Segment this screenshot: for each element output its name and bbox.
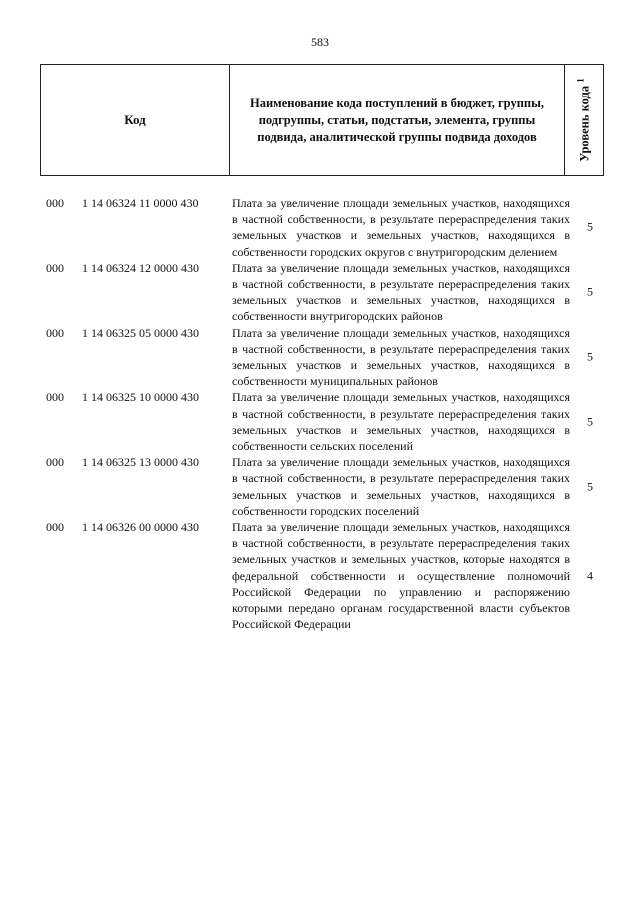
page-number: 583 — [311, 35, 329, 49]
table-row — [0, 519, 640, 632]
row-prefix: 000 — [46, 325, 64, 340]
column-header-level — [565, 65, 603, 175]
row-level: 4 — [587, 568, 593, 583]
row-description: Плата за увеличение площади земельных участков, находящихся в частной собственности, в результате перераспределения таких земельных участков и земельных участков, находящихся в собственности муниципальных районов — [232, 325, 570, 389]
table-row — [0, 195, 640, 260]
column-header-name: Наименование кода поступлений в бюджет, группы, подгруппы, статьи, подстатьи, элемента, группы подвида, аналитической группы подвида доходов — [230, 65, 565, 175]
row-code: 1 14 06325 10 0000 430 — [82, 390, 199, 405]
row-level: 5 — [587, 414, 593, 429]
column-header-code: Код — [41, 65, 230, 175]
row-code: 1 14 06325 05 0000 430 — [82, 325, 199, 340]
row-description: Плата за увеличение площади земельных участков, находящихся в частной собственности, в результате перераспределения таких земельных участков и земельных участков, находящихся в собственности внутригородских районов — [232, 260, 570, 324]
table-row — [0, 454, 640, 519]
row-description: Плата за увеличение площади земельных участков, находящихся в частной собственности, в результате перераспределения таких земельных участков и земельных участков, находящихся в собственности городских поселений — [232, 455, 570, 518]
level-header-label: Уровень кода — [577, 85, 592, 162]
row-description: Плата за увеличение площади земельных участков, находящихся в частной собственности, в результате перераспределения таких земельных участков и земельных участков, находящихся в собственности городских округов с внутригородским делением — [232, 196, 570, 259]
level-footnote-marker: 1 — [575, 78, 586, 83]
table-row — [0, 260, 640, 325]
row-level: 5 — [587, 284, 593, 299]
row-code: 1 14 06326 00 0000 430 — [82, 520, 199, 535]
row-code: 1 14 06325 13 0000 430 — [82, 455, 199, 470]
row-prefix: 000 — [46, 520, 64, 535]
row-level: 5 — [587, 349, 593, 364]
row-prefix: 000 — [46, 260, 64, 275]
row-level: 5 — [587, 219, 593, 234]
table-row — [0, 389, 640, 454]
row-description: Плата за увеличение площади земельных участков, находящихся в частной собственности, в результате перераспределения таких земельных участков и земельных участков, которые находятся в федеральной собственности и осуществление полномочий Российской Федерации по управлению и распоряжению которыми передано органам государственной власти субъектов Российской Федерации — [232, 520, 570, 632]
level-header-text — [575, 78, 592, 161]
row-description: Плата за увеличение площади земельных участков, находящихся в частной собственности, в результате перераспределения таких земельных участков и земельных участков, находящихся в собственности сельских поселений — [232, 390, 570, 454]
row-code: 1 14 06324 12 0000 430 — [82, 260, 199, 275]
row-prefix: 000 — [46, 196, 64, 210]
table-row — [0, 325, 640, 390]
row-prefix: 000 — [46, 455, 64, 470]
row-level: 5 — [587, 479, 593, 494]
row-code: 1 14 06324 11 0000 430 — [82, 196, 199, 210]
table-body — [0, 195, 640, 632]
table-header — [40, 64, 604, 176]
row-prefix: 000 — [46, 390, 64, 405]
